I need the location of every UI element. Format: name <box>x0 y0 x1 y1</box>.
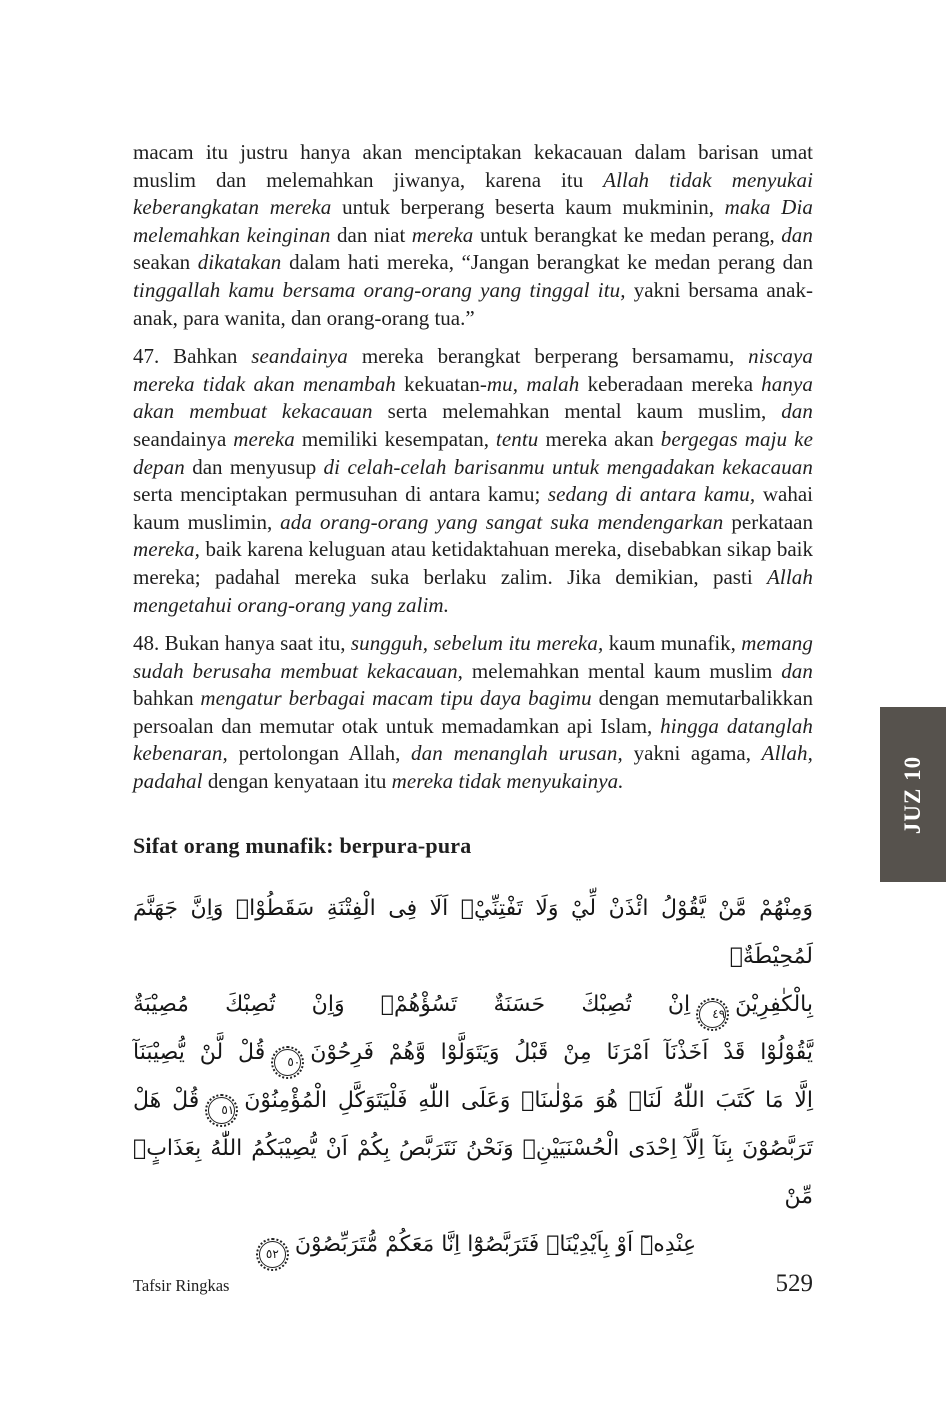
italic-text-segment: hanya akan membuat kekacauan <box>133 371 813 424</box>
text-segment: yakni agama, <box>633 741 762 766</box>
italic-text-segment: mereka, <box>133 537 206 562</box>
tafsir-paragraph-continuation <box>133 139 813 332</box>
text-segment: mereka berangkat berperang bersamamu, <box>361 344 749 369</box>
italic-text-segment: ada orang-orang yang sangat suka mendengarkan <box>280 509 732 534</box>
italic-text-segment: tentu <box>495 426 546 451</box>
italic-text-segment: bergegas maju ke depan <box>133 426 814 479</box>
italic-text-segment: niscaya mereka tidak akan menambah <box>133 344 814 396</box>
text-segment: wahai kaum muslimin, <box>133 482 813 534</box>
text-segment: kaum munafik, <box>608 631 742 656</box>
italic-text-segment: dikatakan <box>197 250 290 275</box>
text-segment: kekuatan- <box>404 371 487 396</box>
juz-tab <box>880 707 946 882</box>
italic-text-segment: mereka <box>233 426 302 451</box>
quran-text-segment: اِنْ تُصِبْكَ حَسَنَةٌ تَسُؤْهُمْۚ وَاِنْ تُصِبْكَ مُصِيْبَةٌ <box>133 991 691 1017</box>
text-segment: serta menciptakan permusuhan di antara kamu; <box>133 482 548 507</box>
italic-text-segment: dan <box>781 399 814 424</box>
ayah-number-marker: ٥٠ <box>274 1049 301 1076</box>
italic-text-segment: sedang di antara kamu, <box>547 482 763 507</box>
italic-text-segment: Allah mengetahui orang-orang yang zalim. <box>133 564 813 617</box>
quran-text-segment: تَرَبَّصُوْنَ بِنَآ اِلَّآ اِحْدَى الْحُسْنَيَيْنِۗ وَنَحْنُ نَتَرَبَّصُ بِكُمْ اَنْ يُّصِيْبَكُمُ اللّٰهُ بِعَذَابٍۢ مِّنْ <box>133 1135 813 1209</box>
text-segment: dengan memutarbalikkan persoalan dan memutar otak untuk memadamkan api Islam, <box>133 686 813 738</box>
quran-verse-block <box>133 885 813 1269</box>
text-segment: seandainya <box>133 426 234 451</box>
quran-line <box>133 1077 813 1125</box>
quran-line <box>133 885 813 981</box>
quran-text-segment: اِلَّا مَا كَتَبَ اللّٰهُ لَنَاۚ هُوَ مَوْلٰىنَاۚ وَعَلَى اللّٰهِ فَلْيَتَوَكَّلِ الْمُؤْمِنُوْنَ <box>244 1087 813 1113</box>
text-segment: bahkan <box>133 686 201 711</box>
text-segment: pertolongan Allah, <box>238 741 412 766</box>
text-segment: dengan kenyataan itu <box>207 769 392 794</box>
italic-text-segment: maka Dia melemahkan keinginan <box>133 195 813 247</box>
italic-text-segment: dan <box>781 658 813 683</box>
text-segment: macam itu justru hanya akan menciptakan kekacauan dalam barisan umat muslim dan melemahkan jiwanya, karena itu <box>133 140 813 192</box>
italic-text-segment: tinggallah kamu bersama orang-orang yang tinggal itu, <box>133 277 634 302</box>
italic-text-segment: mereka tidak menyukainya. <box>391 769 624 794</box>
italic-text-segment: Allah tidak menyukai keberangkatan mereka <box>133 167 813 220</box>
text-segment: serta melemahkan mental kaum muslim, <box>387 399 782 424</box>
italic-text-segment: di celah-celah barisanmu untuk mengadakan kekacauan <box>323 454 813 479</box>
quran-text-segment: قُلْ هَلْ <box>133 1087 200 1113</box>
italic-text-segment: seandainya <box>251 344 362 369</box>
text-segment: keberadaan mereka <box>587 371 762 396</box>
tafsir-paragraph-verse-47 <box>133 343 813 619</box>
quran-text-segment: بِالْكٰفِرِيْنَ <box>735 991 813 1017</box>
page-footer <box>133 1270 813 1298</box>
text-segment: seakan <box>133 250 198 275</box>
book-title: Tafsir Ringkas <box>133 1276 230 1295</box>
text-segment: baik karena keluguan atau ketidaktahuan mereka, disebabkan sikap baik mereka; padahal mereka suka berlaku zalim. Jika demikian, pasti <box>133 537 813 589</box>
text-segment: dan niat <box>337 222 412 247</box>
italic-text-segment: sungguh, sebelum itu mereka, <box>350 631 609 656</box>
ayah-number-marker: ٥١ <box>208 1097 235 1124</box>
quran-line <box>133 1029 813 1077</box>
quran-text-segment: وَمِنْهُمْ مَّنْ يَّقُوْلُ ائْذَنْ لِّيْ وَلَا تَفْتِنِّيْۗ اَلَا فِى الْفِتْنَةِ سَقَطُوْاۗ وَاِنَّ جَهَنَّمَ لَمُحِيْطَةٌۢ <box>133 895 813 969</box>
quran-line <box>133 1221 813 1269</box>
quran-text-segment: يَّقُوْلُوْا قَدْ اَخَذْنَآ اَمْرَنَا مِنْ قَبْلُ وَيَتَوَلَّوْا وَّهُمْ فَرِحُوْنَ <box>310 1039 813 1065</box>
ayah-number-marker: ٥٢ <box>259 1241 286 1268</box>
page-number: 529 <box>775 1270 813 1297</box>
quran-line <box>133 981 813 1029</box>
text-segment: yakni bersama anak-anak, para wanita, dan orang-orang tua.” <box>133 277 813 330</box>
juz-tab-label: JUZ 10 <box>900 755 926 834</box>
italic-text-segment: Allah, padahal <box>133 741 813 794</box>
text-segment: untuk berangkat ke medan perang, <box>479 222 782 247</box>
text-segment: melemahkan mental kaum muslim <box>471 658 782 683</box>
text-segment: 48. Bukan hanya saat itu, <box>133 631 351 656</box>
italic-text-segment: dan <box>781 222 813 247</box>
text-segment: mereka akan <box>545 426 661 451</box>
italic-text-segment: mu, malah <box>486 371 588 396</box>
text-segment: dan menyusup <box>192 454 324 479</box>
quran-text-segment: عِنْدِهٖٓ اَوْ بِاَيْدِيْنَاۖ فَتَرَبَّصُوْٓا اِنَّا مَعَكُمْ مُّتَرَبِّصُوْنَ <box>294 1231 697 1257</box>
text-segment: dalam hati mereka, “Jangan berangkat ke medan perang dan <box>289 250 813 275</box>
tafsir-paragraph-verse-48 <box>133 630 813 796</box>
page-text-block <box>133 139 813 1269</box>
ayah-number-marker: ٤٩ <box>699 1001 726 1028</box>
text-segment: perkataan <box>731 509 813 534</box>
italic-text-segment: mereka <box>411 222 480 247</box>
quran-text-segment: قُلْ لَّنْ يُّصِيْبَنَآ <box>133 1039 266 1065</box>
italic-text-segment: memang sudah berusaha membuat kekacauan, <box>133 631 814 683</box>
italic-text-segment: dan menanglah urusan, <box>411 741 634 766</box>
italic-text-segment: hingga datanglah kebenaran, <box>133 713 813 766</box>
section-heading: Sifat orang munafik: berpura-pura <box>133 832 472 858</box>
text-segment: 47. Bahkan <box>133 344 252 369</box>
text-segment: untuk berperang beserta kaum mukminin, <box>342 195 725 220</box>
quran-line <box>133 1125 813 1221</box>
italic-text-segment: mengatur berbagai macam tipu daya bagimu <box>200 686 599 711</box>
text-segment: memiliki kesempatan, <box>301 426 496 451</box>
